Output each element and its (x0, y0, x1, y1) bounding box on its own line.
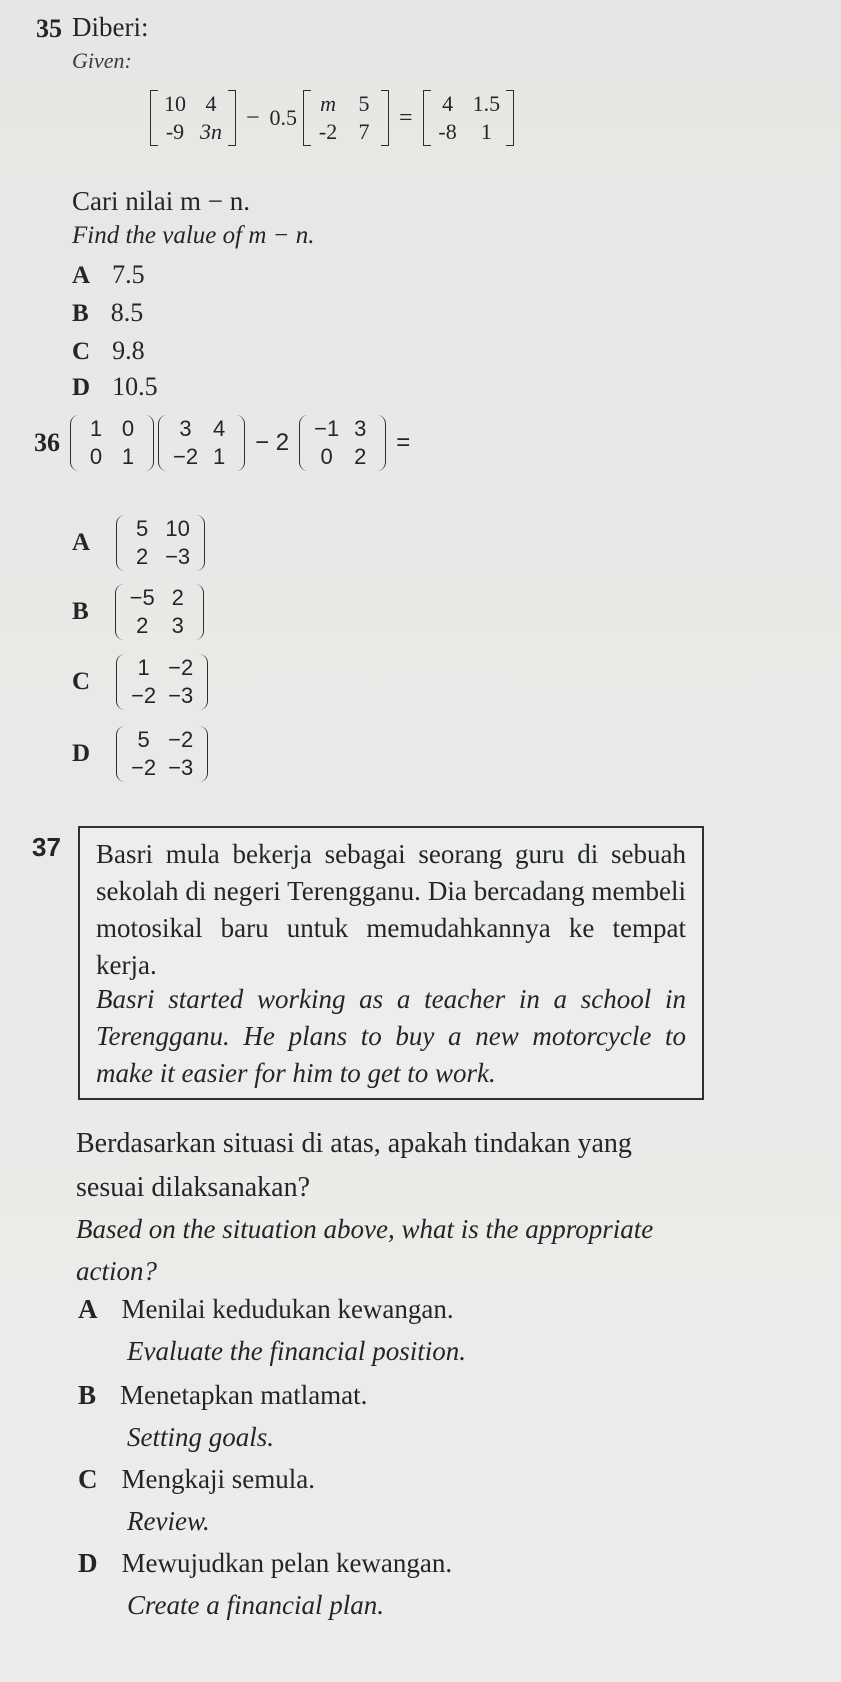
q35-equals: = (399, 104, 413, 131)
q37-situation-en: Basri started working as a teacher in a school in Terengganu. He plans to buy a new motorcycle to make it easier for him to get to work. (96, 984, 686, 1088)
q37-option-d-en: Create a financial plan. (127, 1590, 384, 1620)
q35-option-c[interactable]: C 9.8 (72, 336, 145, 365)
q37-situation-box (78, 826, 704, 1100)
q37-question-ms-line1: Berdasarkan situasi di atas, apakah tindakan yang (76, 1128, 632, 1159)
q37-question-en-line2: action? (76, 1256, 157, 1286)
q37-option-c-en: Review. (127, 1506, 210, 1536)
q35-given-en: Given: (72, 48, 132, 73)
q36-matrix-b: 3 4 −2 1 (158, 415, 245, 471)
q37-option-b[interactable]: B Menetapkan matlamat. (78, 1380, 368, 1410)
q36-minus-two: − 2 (255, 429, 290, 456)
q36-option-a[interactable]: A 5 10 2 −3 (72, 515, 205, 571)
q35-matrix-b: m 5 -2 7 (303, 90, 389, 146)
q35-find-ms: Cari nilai m − n. (72, 186, 250, 216)
q35-minus: − (246, 104, 260, 131)
q36-equation (34, 415, 416, 471)
q36-option-b[interactable]: B −5 2 2 3 (72, 584, 204, 640)
q35-given-ms: Diberi: (72, 12, 149, 42)
q37-question-ms-line2: sesuai dilaksanakan? (76, 1172, 311, 1203)
q37-question-en-line1: Based on the situation above, what is the appropriate (76, 1214, 654, 1244)
q36-number: 36 (34, 428, 60, 457)
q35-option-b[interactable]: B 8.5 (72, 298, 144, 327)
q37-situation-ms: Basri mula bekerja sebagai seorang guru di sebuah sekolah di negeri Terengganu. Dia bercadang membeli motosikal baru untuk memudahkannya ke tempat kerja. (96, 839, 686, 980)
q35-option-d[interactable]: D 10.5 (72, 372, 158, 401)
q37-option-b-en: Setting goals. (127, 1422, 274, 1452)
q37-option-a-en: Evaluate the financial position. (127, 1336, 466, 1366)
q35-find-en: Find the value of m − n. (72, 222, 315, 249)
q37-option-d[interactable]: D Mewujudkan pelan kewangan. (78, 1548, 453, 1578)
q35-option-a[interactable]: A 7.5 (72, 260, 145, 289)
q35-matrix-a: 10 4 -9 3n (150, 90, 236, 146)
q36-option-d[interactable]: D 5 −2 −2 −3 (72, 726, 208, 782)
q37-number: 37 (32, 832, 61, 862)
q35-number: 35 (36, 14, 62, 43)
q36-option-c[interactable]: C 1 −2 −2 −3 (72, 654, 208, 710)
q37-option-a[interactable]: A Menilai kedudukan kewangan. (78, 1294, 454, 1324)
q35-scalar: 0.5 (269, 105, 298, 130)
q35-matrix-c: 4 1.5 -8 1 (423, 90, 515, 146)
q36-equals: = (396, 429, 411, 456)
q37-option-c[interactable]: C Mengkaji semula. (78, 1464, 315, 1494)
q36-matrix-c: −1 3 0 2 (299, 415, 386, 471)
q36-matrix-a: 1 0 0 1 (70, 415, 154, 471)
q35-equation (150, 90, 514, 146)
